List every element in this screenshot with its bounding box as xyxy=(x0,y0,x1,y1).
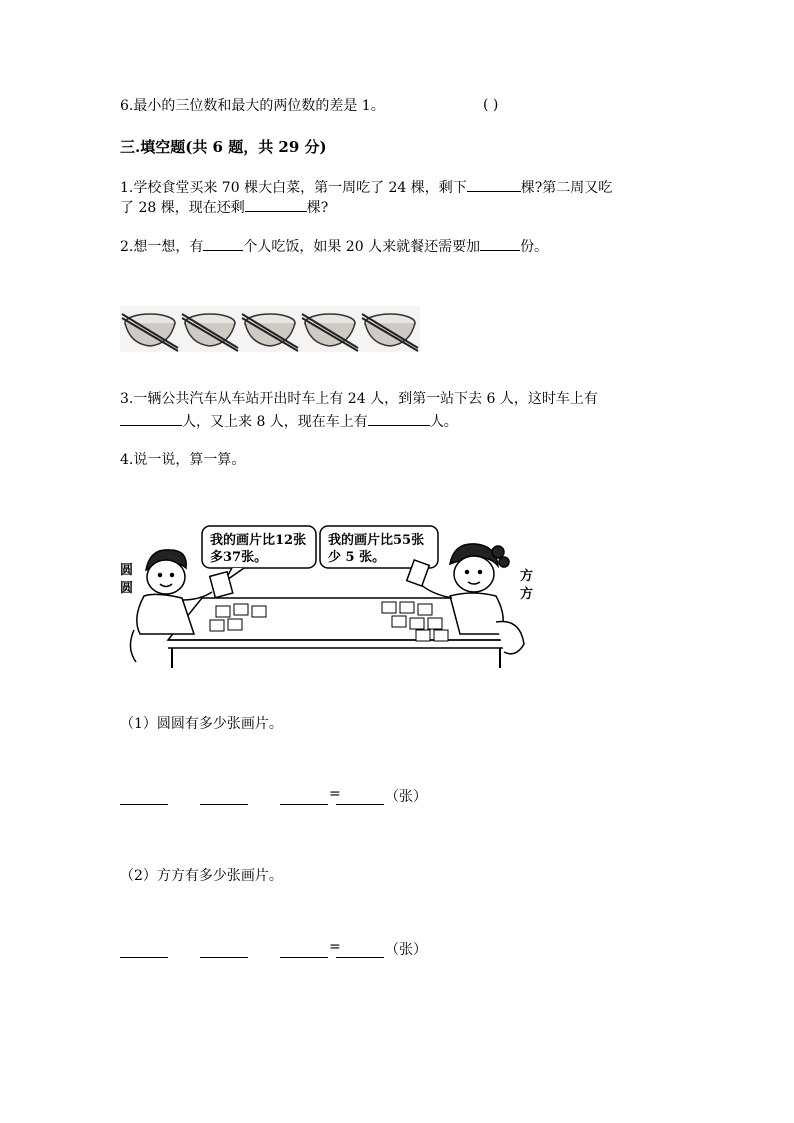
equals-sign: = xyxy=(329,786,341,802)
bowl-chopsticks-icon xyxy=(180,306,240,352)
answer-blank[interactable] xyxy=(120,804,168,805)
name-right-2: 方 xyxy=(520,587,534,602)
answer-blank[interactable] xyxy=(368,411,430,426)
equation-line-2 xyxy=(120,939,440,963)
bowl-chopsticks-icon xyxy=(300,306,360,352)
answer-blank[interactable] xyxy=(245,197,307,212)
answer-blank[interactable] xyxy=(467,177,521,192)
answer-blank[interactable] xyxy=(120,411,182,426)
answer-blank[interactable] xyxy=(280,804,328,805)
problem-4-title: 4.说一说，算一算。 xyxy=(120,452,246,468)
problem-3-text: 人，又上来 8 人，现在车上有 xyxy=(182,414,368,430)
problem-1-text: 了 28 棵，现在还剩 xyxy=(120,200,245,216)
bubble-right-line-2: 少 5 张。 xyxy=(328,550,386,565)
problem-1-text: 棵? xyxy=(306,200,329,216)
problem-2-text: 2.想一想，有 xyxy=(120,239,204,255)
problem-2-text: 份。 xyxy=(520,239,549,255)
unit-label: （张） xyxy=(385,789,427,805)
name-left-1: 圆 xyxy=(120,563,134,578)
answer-parentheses[interactable]: ( ) xyxy=(483,97,499,113)
cards-illustration xyxy=(120,522,536,672)
bowl-chopsticks-icon xyxy=(240,306,300,352)
bubble-right-line-1: 我的画片比55张 xyxy=(328,533,425,548)
answer-blank[interactable] xyxy=(280,957,328,958)
section-title: 三.填空题(共 6 题，共 29 分) xyxy=(120,138,327,156)
bubble-left-line-2: 多37张。 xyxy=(210,550,268,565)
problem-3-text: 人。 xyxy=(429,414,458,430)
bowls-picture xyxy=(120,306,420,352)
sub-question-1: （1）圆圆有多少张画片。 xyxy=(120,716,283,732)
bubble-left-line-1: 我的画片比12张 xyxy=(210,533,307,548)
unit-label: （张） xyxy=(385,942,427,958)
sub-question-2: （2）方方有多少张画片。 xyxy=(120,868,283,884)
bowl-chopsticks-icon xyxy=(120,306,180,352)
problem-2 xyxy=(120,236,548,257)
problem-3-line-1: 3.一辆公共汽车从车站开出时车上有 24 人，到第一站下去 6 人，这时车上有 xyxy=(120,391,598,407)
problem-1-line-1 xyxy=(120,177,612,198)
equation-line-1 xyxy=(120,786,440,810)
answer-blank[interactable] xyxy=(200,957,248,958)
answer-blank[interactable] xyxy=(203,236,243,251)
name-right-1: 方 xyxy=(520,569,534,584)
problem-1-text: 1.学校食堂买来 70 棵大白菜，第一周吃了 24 棵，剩下 xyxy=(120,180,467,196)
answer-blank[interactable] xyxy=(480,236,520,251)
problem-1-line-2 xyxy=(120,197,328,218)
answer-blank[interactable] xyxy=(336,957,384,958)
bowl-chopsticks-icon xyxy=(360,306,420,352)
problem-3-line-2 xyxy=(120,411,458,432)
answer-blank[interactable] xyxy=(200,804,248,805)
answer-blank[interactable] xyxy=(336,804,384,805)
name-left-2: 圆 xyxy=(120,581,134,596)
question-6: 6.最小的三位数和最大的两位数的差是 1。 xyxy=(120,98,385,114)
equals-sign: = xyxy=(329,939,341,955)
problem-1-text: 棵?第二周又吃 xyxy=(520,180,613,196)
answer-blank[interactable] xyxy=(120,957,168,958)
problem-2-text: 个人吃饭，如果 20 人来就餐还需要加 xyxy=(243,239,481,255)
